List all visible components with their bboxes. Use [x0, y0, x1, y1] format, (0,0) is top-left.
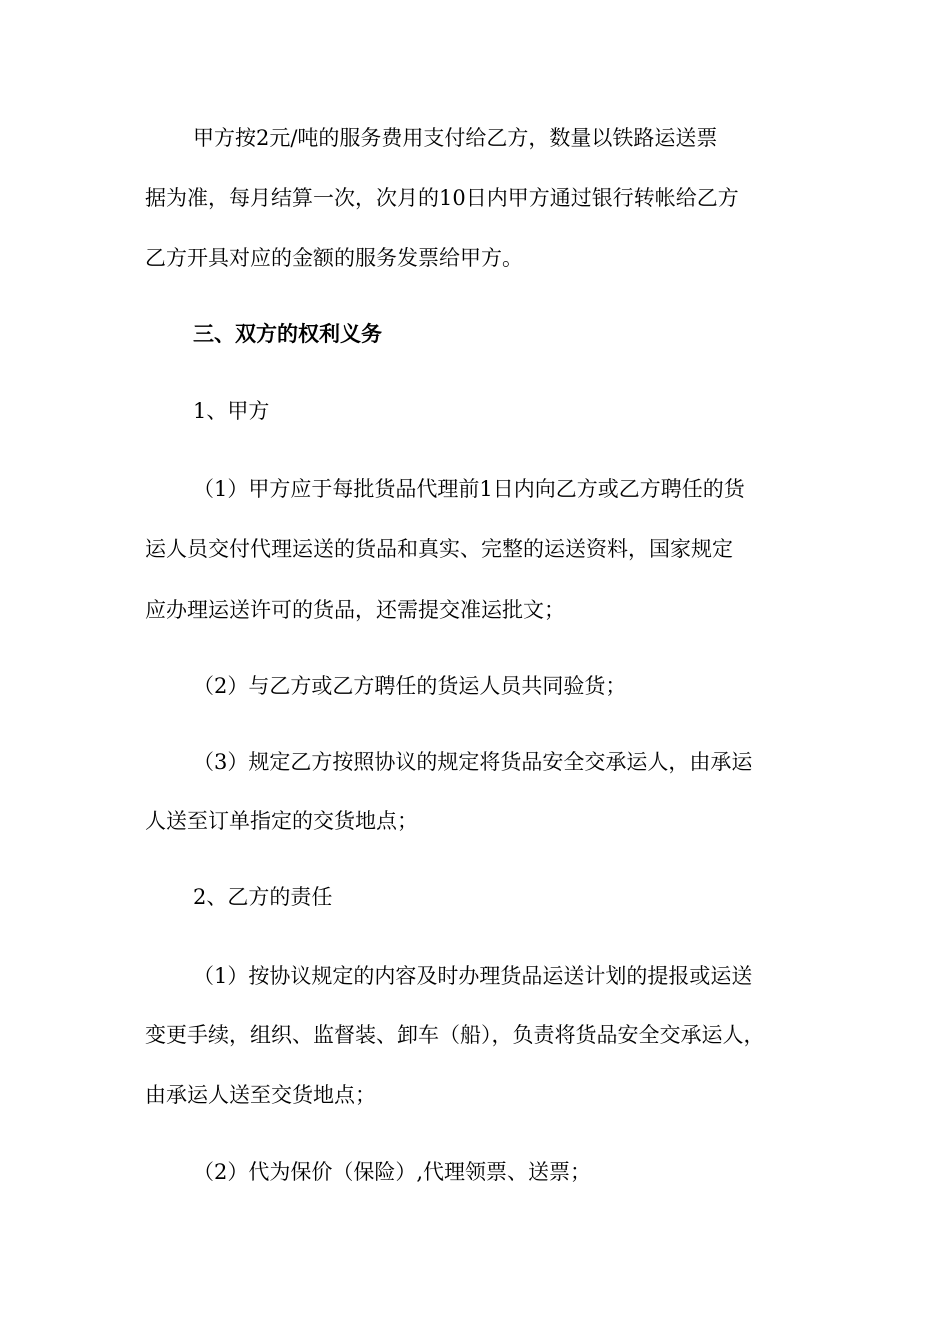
- item-b2-line-1: （2）代为保价（保险）,代理领票、送票；: [193, 1160, 592, 1184]
- paragraph-fee-line-3: 乙方开具对应的金额的服务发票给甲方。: [145, 246, 523, 270]
- paragraph-fee-line-1: 甲方按2元/吨的服务费用支付给乙方，数量以铁路运送票: [193, 126, 718, 150]
- item-a1-line-1: （1）甲方应于每批货品代理前1日内向乙方或乙方聘任的货: [193, 477, 745, 501]
- section-heading-rights-obligations: 三、双方的权利义务: [193, 321, 382, 346]
- item-a3-line-1: （3）规定乙方按照协议的规定将货品安全交承运人，由承运: [193, 750, 753, 774]
- item-b1-line-3: 由承运人送至交货地点；: [145, 1083, 376, 1107]
- item-a1-line-3: 应办理运送许可的货品，还需提交准运批文；: [145, 598, 565, 622]
- subheading-party-b-responsibility: 2、乙方的责任: [193, 885, 333, 909]
- paragraph-fee-line-2: 据为准，每月结算一次，次月的10日内甲方通过银行转帐给乙方: [145, 186, 739, 210]
- subheading-party-a: 1、甲方: [193, 399, 270, 423]
- item-a2-line-1: （2）与乙方或乙方聘任的货运人员共同验货；: [193, 674, 627, 698]
- item-a3-line-2: 人送至订单指定的交货地点；: [145, 809, 418, 833]
- item-b1-line-2: 变更手续，组织、监督装、卸车（船），负责将货品安全交承运人，: [145, 1023, 765, 1047]
- item-b1-line-1: （1）按协议规定的内容及时办理货品运送计划的提报或运送: [193, 964, 753, 988]
- item-a1-line-2: 运人员交付代理运送的货品和真实、完整的运送资料，国家规定: [145, 537, 733, 561]
